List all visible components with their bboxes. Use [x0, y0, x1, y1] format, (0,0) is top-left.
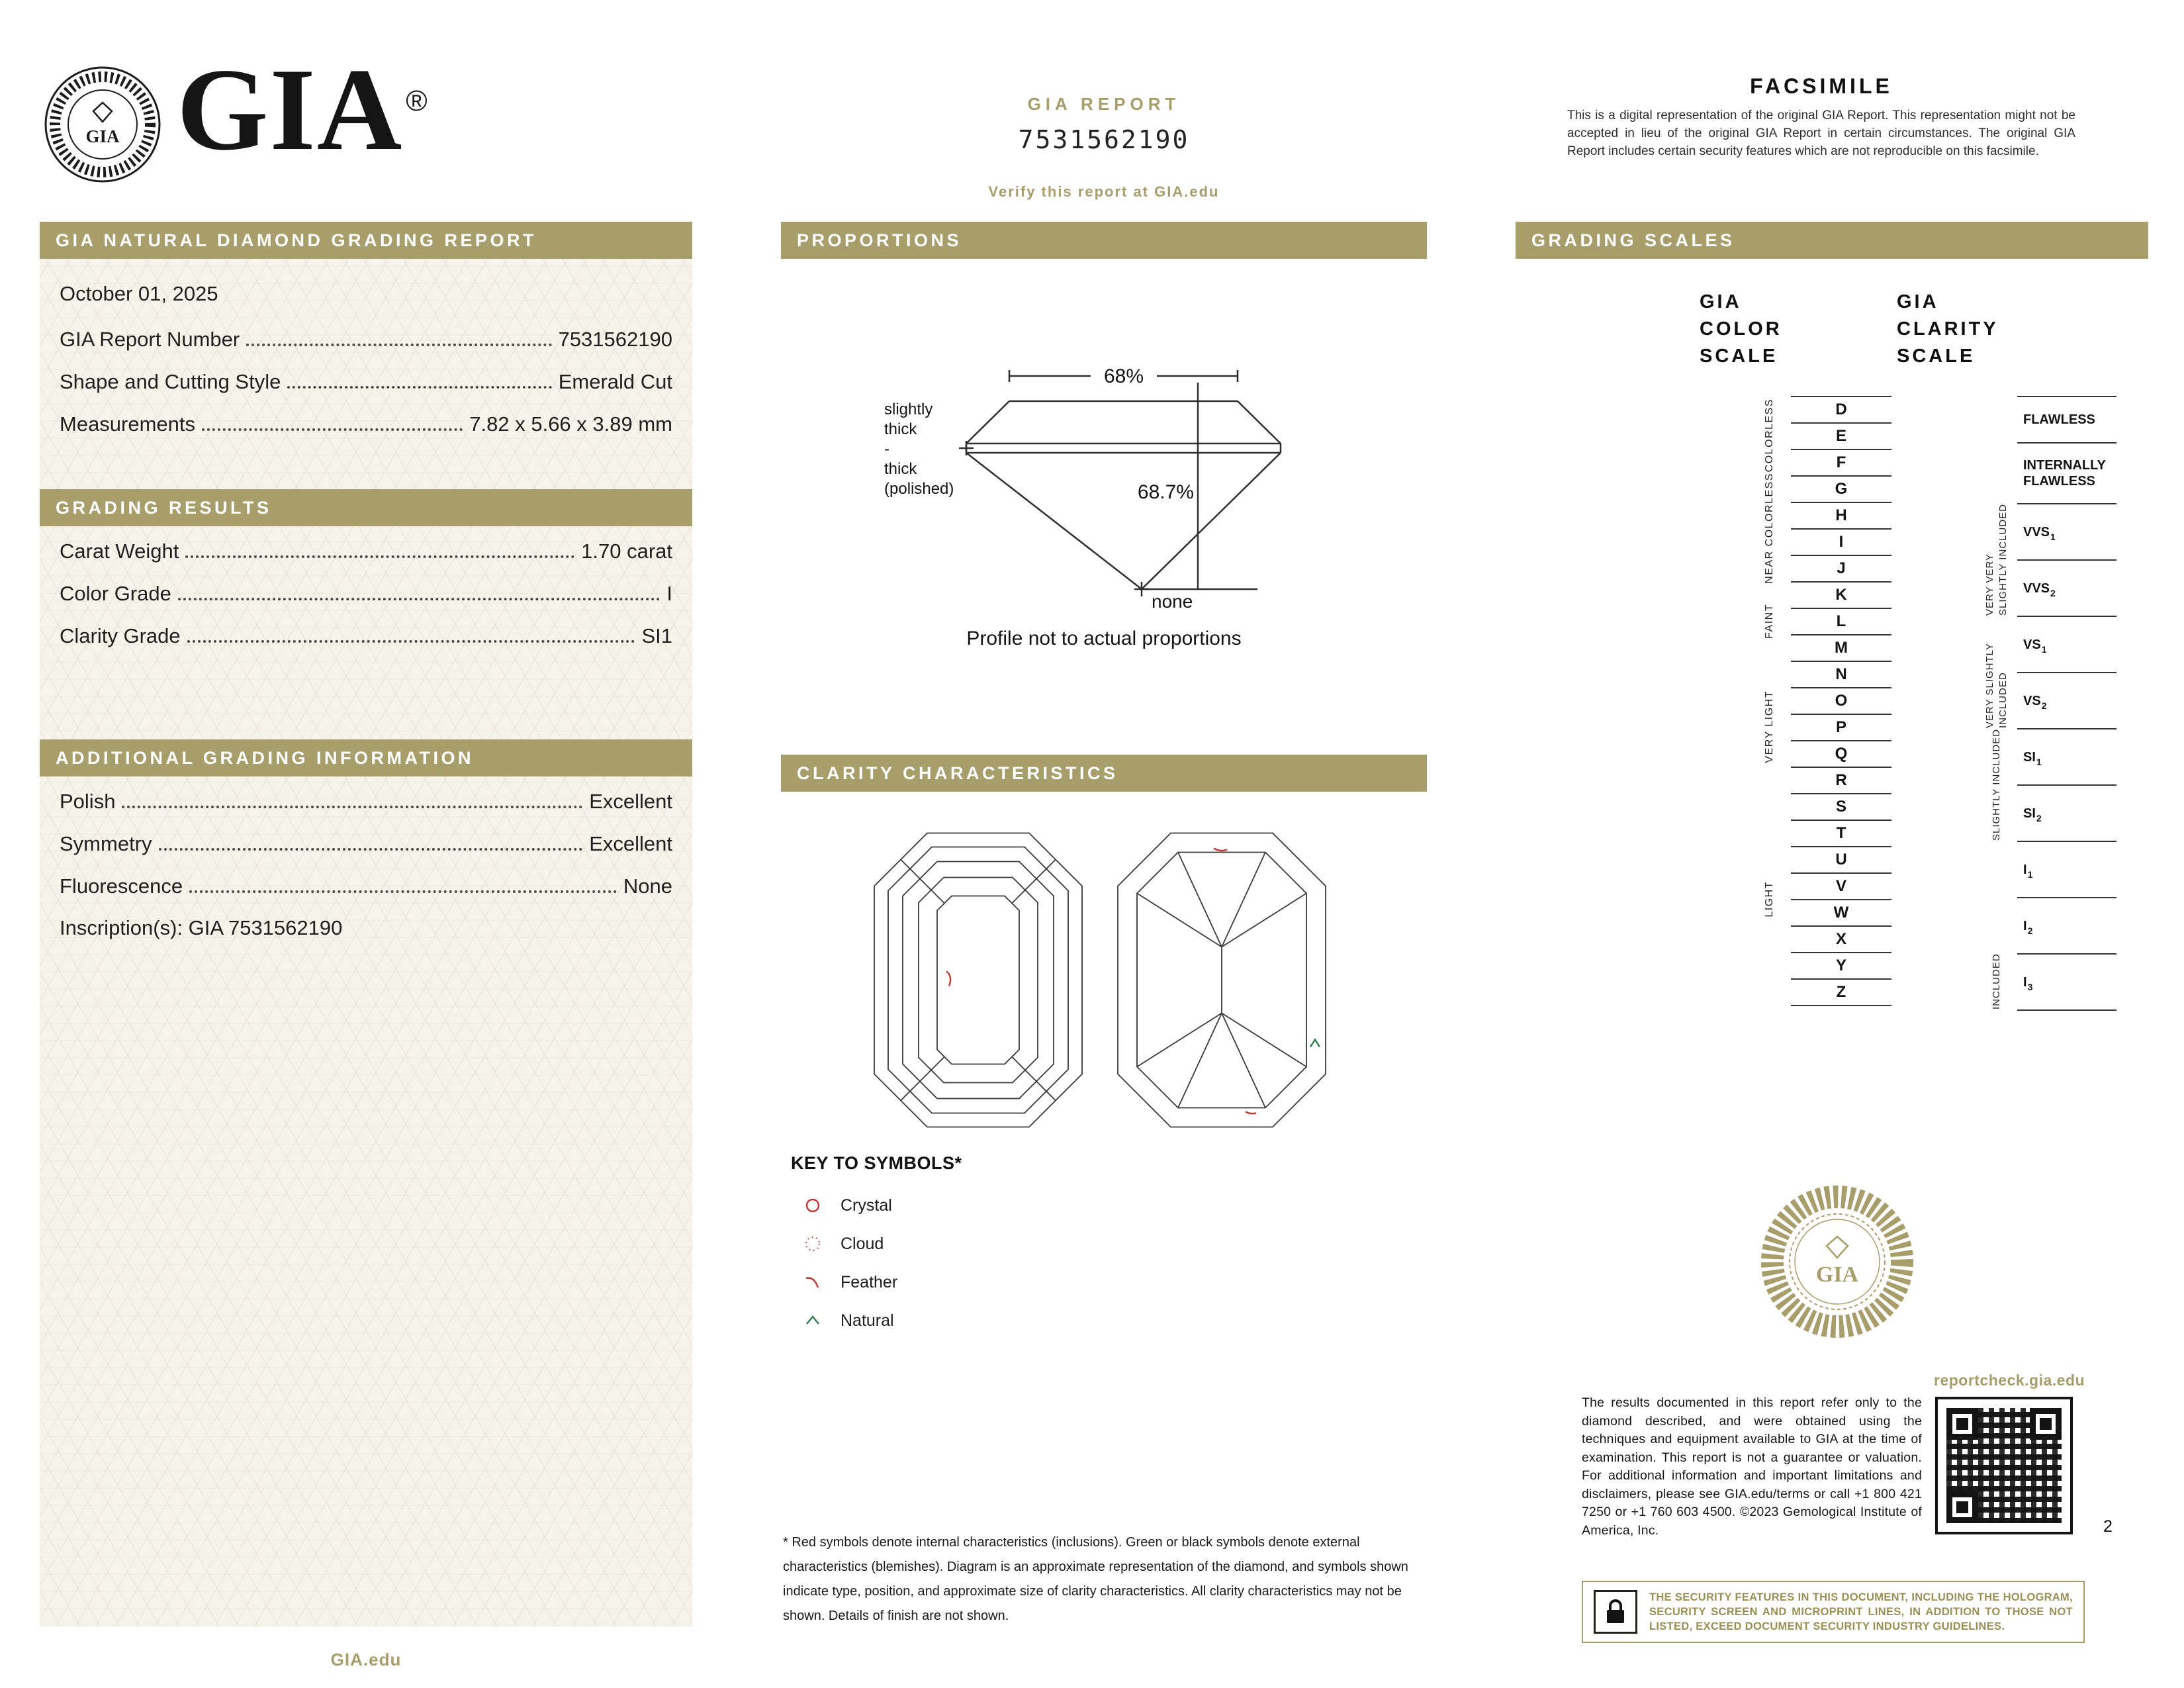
qr-code [1935, 1397, 2073, 1534]
scale-title-line: GIA [1700, 291, 1742, 312]
identification-rows [40, 314, 692, 442]
qr-finder-icon [1946, 1408, 1978, 1440]
key-row-feather [802, 1263, 897, 1301]
clarity-footnote: * Red symbols denote internal characteristics (inclusions). Green or black symbols denote external characteristics (blemishes). Diagram is an approximate representation of the diamond, and symbols shown indicate type, position, and approximate size of clarity characteristics. All clarity characteristics may not be shown. Details of finish are not shown. [783, 1535, 1408, 1623]
additional-info-rows [40, 776, 692, 904]
color-letter-cell: M [1791, 634, 1891, 661]
clarity-group-label: VERY SLIGHTLY INCLUDED [1983, 643, 2009, 728]
row-label: Color Grade [60, 582, 171, 605]
facsimile-block [1567, 74, 2075, 160]
clarity-group-label: INCLUDED [1990, 953, 2002, 1009]
section-header-grading-scales: GRADING SCALES [1516, 222, 2148, 259]
clarity-scale-title [1897, 289, 1999, 370]
row-value: None [623, 874, 672, 898]
girdle-label-line: slightly [884, 400, 933, 418]
color-letter-cell: X [1791, 925, 1891, 952]
row-leader-dots [202, 428, 463, 431]
color-letter-cell: R [1791, 767, 1891, 793]
clarity-grade-cell: I $_1$ [2017, 841, 2116, 897]
symbol-label: Crystal [841, 1196, 892, 1215]
gia-seal-icon [38, 60, 167, 189]
color-letter-cell: Y [1791, 952, 1891, 978]
color-letter-cell: F [1791, 449, 1891, 475]
row-label: Measurements [60, 412, 196, 436]
registered-mark: ® [406, 85, 429, 117]
color-letter-cell: W [1791, 899, 1891, 925]
qr-finder-icon [2030, 1408, 2062, 1440]
clarity-plot-diagrams [872, 827, 1340, 1132]
symbol-label: Natural [841, 1311, 894, 1330]
row-leader-dots [187, 640, 635, 643]
symbol-label: Feather [841, 1272, 898, 1291]
color-letter-cell: P [1791, 714, 1891, 740]
feather-symbol-icon [802, 1272, 830, 1293]
row-label: Polish [60, 790, 116, 813]
table-percent-label: 68% [1103, 365, 1144, 387]
row-leader-dots [178, 598, 660, 600]
girdle-label-line: (polished) [884, 480, 954, 498]
color-scale-letters [1791, 396, 1891, 1006]
gia-wordmark [177, 45, 429, 204]
key-to-symbols-title: KEY TO SYMBOLS* [791, 1153, 962, 1173]
section-header-additional-info: ADDITIONAL GRADING INFORMATION [40, 739, 692, 776]
report-number: 7531562190 [1018, 125, 1190, 154]
report-label: GIA REPORT [1027, 94, 1181, 114]
symbol-label: Cloud [841, 1234, 884, 1253]
clarity-grade-cell: VVS $_1$ [2017, 503, 2116, 559]
qr-finder-icon [1946, 1491, 1978, 1523]
grading-result-rows [40, 526, 692, 653]
row-value: SI1 [641, 624, 672, 647]
culet-label: none [1152, 591, 1193, 612]
clarity-group-label: VERY VERY SLIGHTLY INCLUDED [1983, 504, 2009, 616]
row-value: 1.70 carat [581, 539, 672, 563]
symbol-key-list [802, 1186, 897, 1340]
report-row [60, 819, 672, 861]
qr-pattern [1946, 1408, 2062, 1523]
verify-report-link[interactable]: Verify this report at GIA.edu [988, 183, 1220, 200]
gia-logo [38, 45, 429, 204]
proportions-note: Profile not to actual proportions [966, 628, 1242, 649]
color-scale-groups [1752, 396, 1787, 1005]
facsimile-text: This is a digital representation of the original GIA Report. This representation might not be accepted in lieu of the original GIA Report in certain circumstances. The original GIA Report includes certain security features which are not reproducible on this facsimile. [1567, 109, 2075, 158]
color-letter-cell: G [1791, 475, 1891, 502]
gia-wordmark-text: GIA [177, 44, 404, 175]
report-row [60, 569, 672, 611]
clarity-diagram-crown [872, 829, 1084, 1131]
security-text: THE SECURITY FEATURES IN THIS DOCUMENT, INCLUDING THE HOLOGRAM, SECURITY SCREEN AND MICROPRINT LINES, IN ADDITION TO THOSE NOT LISTED, EXCEED DOCUMENT SECURITY INDUSTRY GUIDELINES. [1649, 1591, 2073, 1632]
report-row [60, 776, 672, 819]
cloud-symbol-icon [802, 1233, 830, 1254]
report-left-column [40, 222, 692, 1626]
color-letter-cell: N [1791, 661, 1891, 687]
color-letter-cell: Q [1791, 740, 1891, 767]
report-row [60, 861, 672, 904]
row-value: Emerald Cut [558, 370, 672, 393]
color-letter-cell: Z [1791, 978, 1891, 1005]
row-leader-dots [287, 386, 551, 389]
color-letter-cell: S [1791, 793, 1891, 820]
girdle-thickness-label [884, 400, 977, 499]
clarity-grade-cell: SI $_1$ [2017, 728, 2116, 784]
clarity-scale-groups [1978, 396, 2015, 1009]
natural-blemish-mark [1310, 1039, 1320, 1047]
color-group-label: COLORLESS [1764, 399, 1775, 473]
color-group-label: FAINT [1764, 603, 1775, 639]
report-id-block [781, 94, 1427, 201]
lock-icon [1604, 1598, 1627, 1626]
clarity-grade-cell: VS $_2$ [2017, 672, 2116, 728]
key-row-cloud [802, 1225, 897, 1263]
color-letter-cell: V [1791, 872, 1891, 899]
results-disclaimer: The results documented in this report refer only to the diamond described, and were obtained using the techniques and equipment available to GIA at the time of examination. This report is not a guarantee or valuation. For additional information and important limitations and disclaimers, please see GIA.edu/terms or call +1 800 421 7250 or +1 760 603 4500. ©2023 Gemological Institute of America, Inc. [1582, 1395, 1922, 1538]
color-letter-cell: T [1791, 820, 1891, 846]
clarity-group-label: SLIGHTLY INCLUDED [1990, 729, 2002, 841]
girdle-label-line: thick [884, 420, 917, 438]
row-leader-dots [185, 555, 574, 558]
clarity-grade-cell: FLAWLESS [2017, 396, 2116, 442]
row-leader-dots [189, 890, 617, 893]
feather-inclusion-mark [1214, 848, 1227, 851]
color-scale-title [1700, 289, 1782, 370]
report-row [60, 357, 672, 399]
section-header-clarity: CLARITY CHARACTERISTICS [781, 755, 1427, 792]
row-leader-dots [122, 806, 582, 808]
proportions-diagram [847, 356, 1390, 621]
clarity-grade-cell: SI $_2$ [2017, 784, 2116, 841]
inclusion-mark [1246, 1111, 1256, 1113]
row-label: Carat Weight [60, 539, 179, 563]
section-header-grading-results: GRADING RESULTS [40, 489, 692, 526]
crystal-symbol-icon [802, 1195, 830, 1216]
report-row [60, 526, 672, 569]
color-letter-cell: U [1791, 846, 1891, 872]
clarity-diagram-pavilion [1116, 829, 1328, 1131]
scale-title-line: SCALE [1897, 346, 1976, 367]
color-letter-cell: D [1791, 396, 1891, 422]
scale-title-line: SCALE [1700, 346, 1778, 367]
color-letter-cell: E [1791, 422, 1891, 449]
color-letter-cell: I [1791, 528, 1891, 555]
report-date: October 01, 2025 [60, 282, 218, 305]
row-value: I [666, 582, 672, 605]
color-letter-cell: K [1791, 581, 1891, 608]
row-leader-dots [159, 848, 583, 851]
key-row-natural [802, 1301, 897, 1340]
clarity-grade-cell: INTERNALLY FLAWLESS [2017, 442, 2116, 503]
clarity-grade-cell: VS $_1$ [2017, 616, 2116, 672]
color-letter-cell: J [1791, 555, 1891, 581]
color-group-label: NEAR COLORLESS [1764, 473, 1775, 584]
natural-symbol-icon [802, 1310, 830, 1331]
report-row [60, 611, 672, 653]
row-label: Shape and Cutting Style [60, 370, 281, 393]
girdle-label-line: - [884, 440, 889, 458]
security-notice [1582, 1581, 2085, 1643]
row-value: 7.82 x 5.66 x 3.89 mm [469, 412, 672, 436]
color-group-label: VERY LIGHT [1764, 690, 1775, 763]
feather-inclusion-mark [946, 971, 950, 986]
reportcheck-link[interactable]: reportcheck.gia.edu [1934, 1372, 2085, 1389]
row-leader-dots [246, 344, 551, 346]
section-header-grading-report: GIA NATURAL DIAMOND GRADING REPORT [40, 222, 692, 259]
report-row [60, 314, 672, 357]
seal-center-text: GIA [85, 126, 120, 146]
row-label: Clarity Grade [60, 624, 181, 647]
clarity-grade-cell: VVS $_2$ [2017, 559, 2116, 616]
color-letter-cell: L [1791, 608, 1891, 634]
clarity-grade-cell: I $_3$ [2017, 953, 2116, 1009]
row-label: Symmetry [60, 832, 152, 855]
clarity-grade-cell: I $_2$ [2017, 897, 2116, 953]
row-value: Excellent [589, 832, 672, 855]
gia-edu-link[interactable]: GIA.edu [330, 1650, 402, 1669]
report-row [60, 399, 672, 442]
row-label: GIA Report Number [60, 328, 240, 351]
color-group-label: LIGHT [1764, 880, 1775, 917]
girdle-label-line: thick [884, 460, 917, 478]
depth-percent-label: 68.7% [1137, 481, 1194, 503]
page-number: 2 [2103, 1517, 2113, 1536]
scale-title-line: CLARITY [1897, 318, 1999, 340]
row-value: 7531562190 [558, 328, 672, 351]
lock-icon-box [1594, 1590, 1637, 1634]
color-letter-cell: O [1791, 687, 1891, 714]
section-header-proportions: PROPORTIONS [781, 222, 1427, 259]
scale-title-line: COLOR [1700, 318, 1782, 340]
facsimile-title: FACSIMILE [1750, 74, 1893, 98]
row-label: Fluorescence [60, 874, 183, 898]
scale-title-line: GIA [1897, 291, 1939, 312]
inscription-text: Inscription(s): GIA 7531562190 [60, 916, 343, 939]
seal-center-text: GIA [1815, 1262, 1859, 1287]
gia-starburst-seal-icon [1749, 1173, 1926, 1350]
key-row-crystal [802, 1186, 897, 1225]
color-letter-cell: H [1791, 502, 1891, 528]
row-value: Excellent [589, 790, 672, 813]
clarity-scale-grades [2017, 396, 2116, 1011]
